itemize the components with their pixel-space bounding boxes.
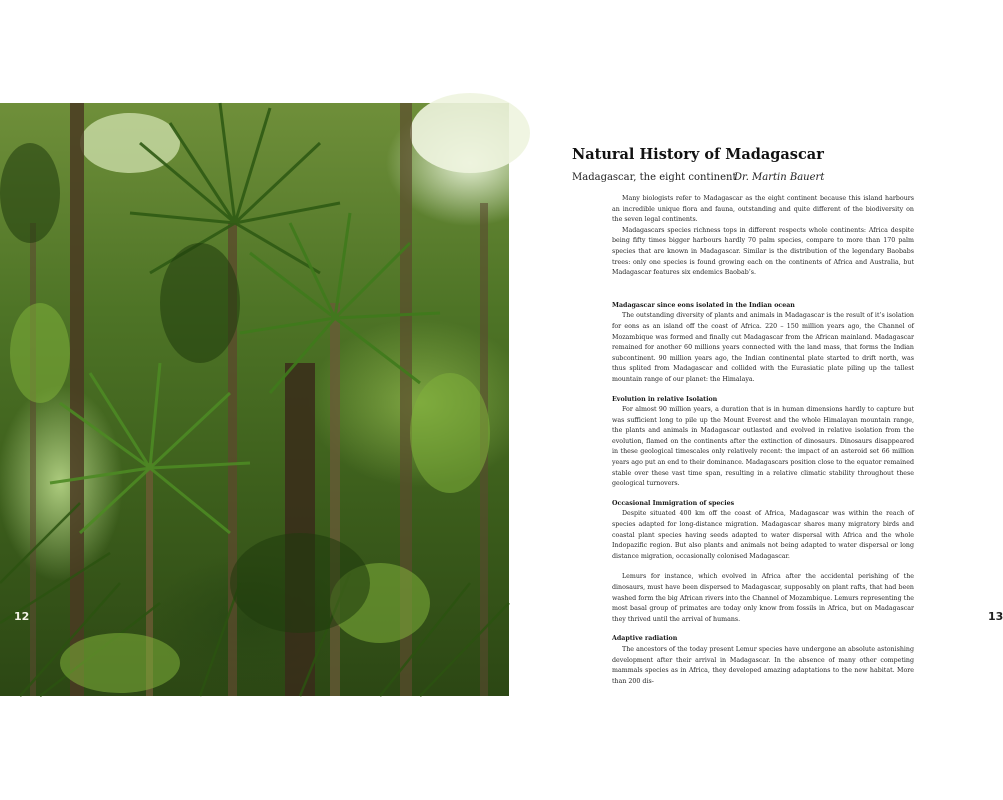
rainforest-illustration — [0, 103, 509, 696]
article-author: Dr. Martin Bauert — [734, 172, 825, 183]
article-title: Natural History of Madagascar — [572, 146, 824, 163]
section-paragraph: Lemurs for instance, which evolved in Africa after the accidental perishing of the dinosaurs, must have been dispersed to Madagascar, supposably on plant rafts, that had been washed form the big African rivers into the Channel of Mozambique. Lemurs representing the most basal group of primates are today only know from fossils in Africa, but on Madagascar they thrived until the arrival of humans. — [612, 573, 914, 623]
section-heading: Occasional Immigration of species — [612, 499, 735, 507]
rainforest-photo — [0, 103, 509, 696]
article-byline — [572, 172, 952, 183]
intro-paragraph: Many biologists refer to Madagascar as the eight continent because this island harbours an incredible unique flora and fauna, outstanding and quite different of the biodiversity on the seven legal continents. — [612, 195, 914, 224]
section-paragraph: The outstanding diversity of plants and animals in Madagascar is the result of it’s isolation for eons as an island off the coast of Africa. 220 – 150 million years ago, the Channel of Mozambique was formed and finally cut Madagascar from the African mainland. Madagascar remained for another 60 millions years connected with the land mass, that forms the Indian subcontinent. 90 million years ago, the Indian continental plate started to drift north, was thus splited from Madagascar and collided with the Eurasiatic plate piling up the tallest mountain range of our planet: the Himalaya. — [612, 312, 914, 383]
article-subtitle: Madagascar, the eight continent — [572, 172, 737, 183]
article-body — [612, 194, 914, 687]
intro-paragraph: Madagascars species richness tops in different respects whole continents: Africa despite being fifty times bigger harbours hardly 70 palm species, compare to more than 170 palm species that are known in Madagascar. Similar is the distribution of the legendary Baobabs trees: only one species is found growing each on the continents of Africa and Australia, but Madagascar features six endemics Baobab’s. — [612, 226, 914, 277]
section-heading: Madagascar since eons isolated in the Indian ocean — [612, 301, 795, 309]
page-number-left: 12 — [14, 610, 30, 623]
section-paragraph: For almost 90 million years, a duration that is in human dimensions hardly to capture but was sufficient long to pile up the Mount Everest and the whole Himalayan mountain range, the plants and animals in Madagascar outlasted and evolved in relative isolation from the evolution, flamed on the continents after the extinction of dinosaurs. Dinosaurs disappeared in these geological timescales only relatively recent: the impact of an asteroid set 66 million years ago put an end to their dominance. Madagascars position close to the equator remained stable over these vast time span, resulting in a relative climatic stability throughout these geological turnovers. — [612, 406, 914, 488]
section-paragraph: Despite situated 400 km off the coast of Africa, Madagascar was within the reach of species adapted for long-distance migration. Madagascar shares many migratory birds and coastal plant species having seeds adapted to water dispersal with Africa and the whole Indopazific region. But also plants and animals not being adapted to water dispersal or long distance migration, occasionally colonised Madagascar. — [612, 510, 914, 560]
section-heading: Evolution in relative Isolation — [612, 395, 718, 403]
page-number-right: 13 — [988, 610, 1003, 623]
section-paragraph: The ancestors of the today present Lemur species have undergone an absolute astonishing development after their arrival in Madagascar. In the absence of many other competing mammals species as in Africa, they developed amazing adaptations to the new habitat. More than 200 dis- — [612, 645, 914, 685]
section-heading: Adaptive radiation — [612, 635, 678, 643]
